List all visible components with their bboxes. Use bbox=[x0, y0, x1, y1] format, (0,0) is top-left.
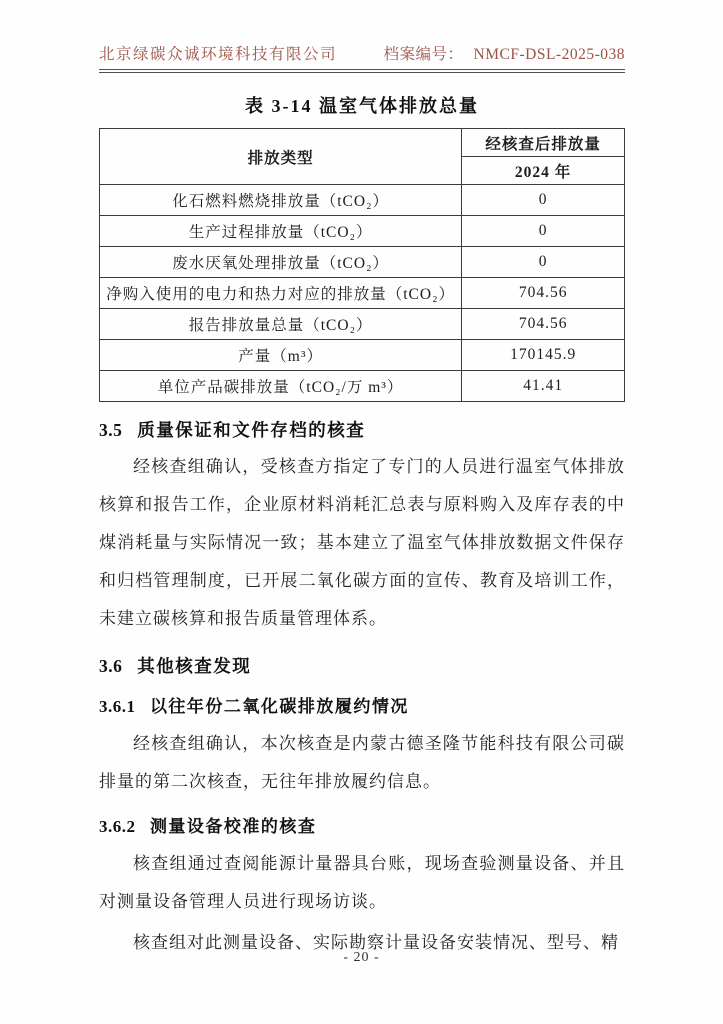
row-label: 产量（m³） bbox=[100, 340, 462, 371]
section-number: 3.6.2 bbox=[99, 817, 136, 836]
row-value: 704.56 bbox=[462, 278, 625, 309]
row-label: 单位产品碳排放量（tCO₂/万 m³） bbox=[100, 371, 462, 402]
section-number: 3.6.1 bbox=[99, 697, 136, 716]
row-value: 41.41 bbox=[462, 371, 625, 402]
company-name: 北京绿碳众诚环境科技有限公司 bbox=[99, 46, 338, 63]
table-title: 表 3-14 温室气体排放总量 bbox=[245, 96, 479, 116]
table-row bbox=[100, 278, 625, 309]
section-3-6-1-paragraph: 经核查组确认，本次核查是内蒙古德圣隆节能科技有限公司碳排量的第二次核查，无往年排放履约信息。 bbox=[99, 734, 625, 791]
table-row bbox=[100, 185, 625, 216]
section-title: 以往年份二氧化碳排放履约情况 bbox=[149, 697, 409, 716]
header-year: 2024 年 bbox=[462, 157, 625, 185]
header-emission-type: 排放类型 bbox=[100, 129, 462, 185]
section-title: 测量设备校准的核查 bbox=[149, 817, 317, 836]
section-number: 3.6 bbox=[99, 656, 123, 676]
table-row bbox=[100, 247, 625, 278]
row-value: 704.56 bbox=[462, 309, 625, 340]
section-3-6-2-paragraph-1: 核查组通过查阅能源计量器具台账，现场查验测量设备、并且对测量设备管理人员进行现场访谈。 bbox=[99, 854, 625, 911]
header-verified-emissions: 经核查后排放量 bbox=[462, 129, 625, 157]
section-title: 其他核查发现 bbox=[137, 656, 252, 676]
section-3-5-paragraph: 经核查组确认，受核查方指定了专门的人员进行温室气体排放核算和报告工作，企业原材料消耗汇总表与原料购入及库存表的中煤消耗量与实际情况一致；基本建立了温室气体排放数据文件保存和归档管理制度，已开展二氧化碳方面的宣传、教育及培训工作，未建立碳核算和报告质量管理体系。 bbox=[99, 457, 625, 628]
row-value: 0 bbox=[462, 247, 625, 278]
row-label: 生产过程排放量（tCO₂） bbox=[100, 216, 462, 247]
table-header-row-1 bbox=[100, 129, 625, 157]
table-row bbox=[100, 309, 625, 340]
section-number: 3.5 bbox=[99, 420, 123, 440]
emissions-table bbox=[99, 128, 625, 402]
table-row bbox=[100, 216, 625, 247]
row-label: 废水厌氧处理排放量（tCO₂） bbox=[100, 247, 462, 278]
section-title: 质量保证和文件存档的核查 bbox=[137, 420, 366, 440]
row-label: 报告排放量总量（tCO₂） bbox=[100, 309, 462, 340]
table-row bbox=[100, 371, 625, 402]
section-3-6-1-heading bbox=[99, 692, 625, 722]
section-3-6-2-paragraph-2: 核查组对此测量设备、实际勘察计量设备安装情况、型号、精 bbox=[133, 933, 619, 952]
file-number bbox=[384, 42, 625, 64]
page-number: - 20 - bbox=[343, 950, 380, 965]
row-label: 净购入使用的电力和热力对应的排放量（tCO₂） bbox=[100, 278, 462, 309]
row-value: 0 bbox=[462, 185, 625, 216]
file-number-value: NMCF-DSL-2025-038 bbox=[473, 46, 625, 63]
row-value: 170145.9 bbox=[462, 340, 625, 371]
row-label: 化石燃料燃烧排放量（tCO₂） bbox=[100, 185, 462, 216]
section-3-6-2-heading bbox=[99, 812, 625, 842]
section-3-6-heading bbox=[99, 651, 625, 681]
row-value: 0 bbox=[462, 216, 625, 247]
file-number-label: 档案编号： bbox=[383, 46, 464, 63]
section-3-5-heading bbox=[99, 415, 625, 445]
table-row bbox=[100, 340, 625, 371]
document-header bbox=[99, 42, 625, 73]
